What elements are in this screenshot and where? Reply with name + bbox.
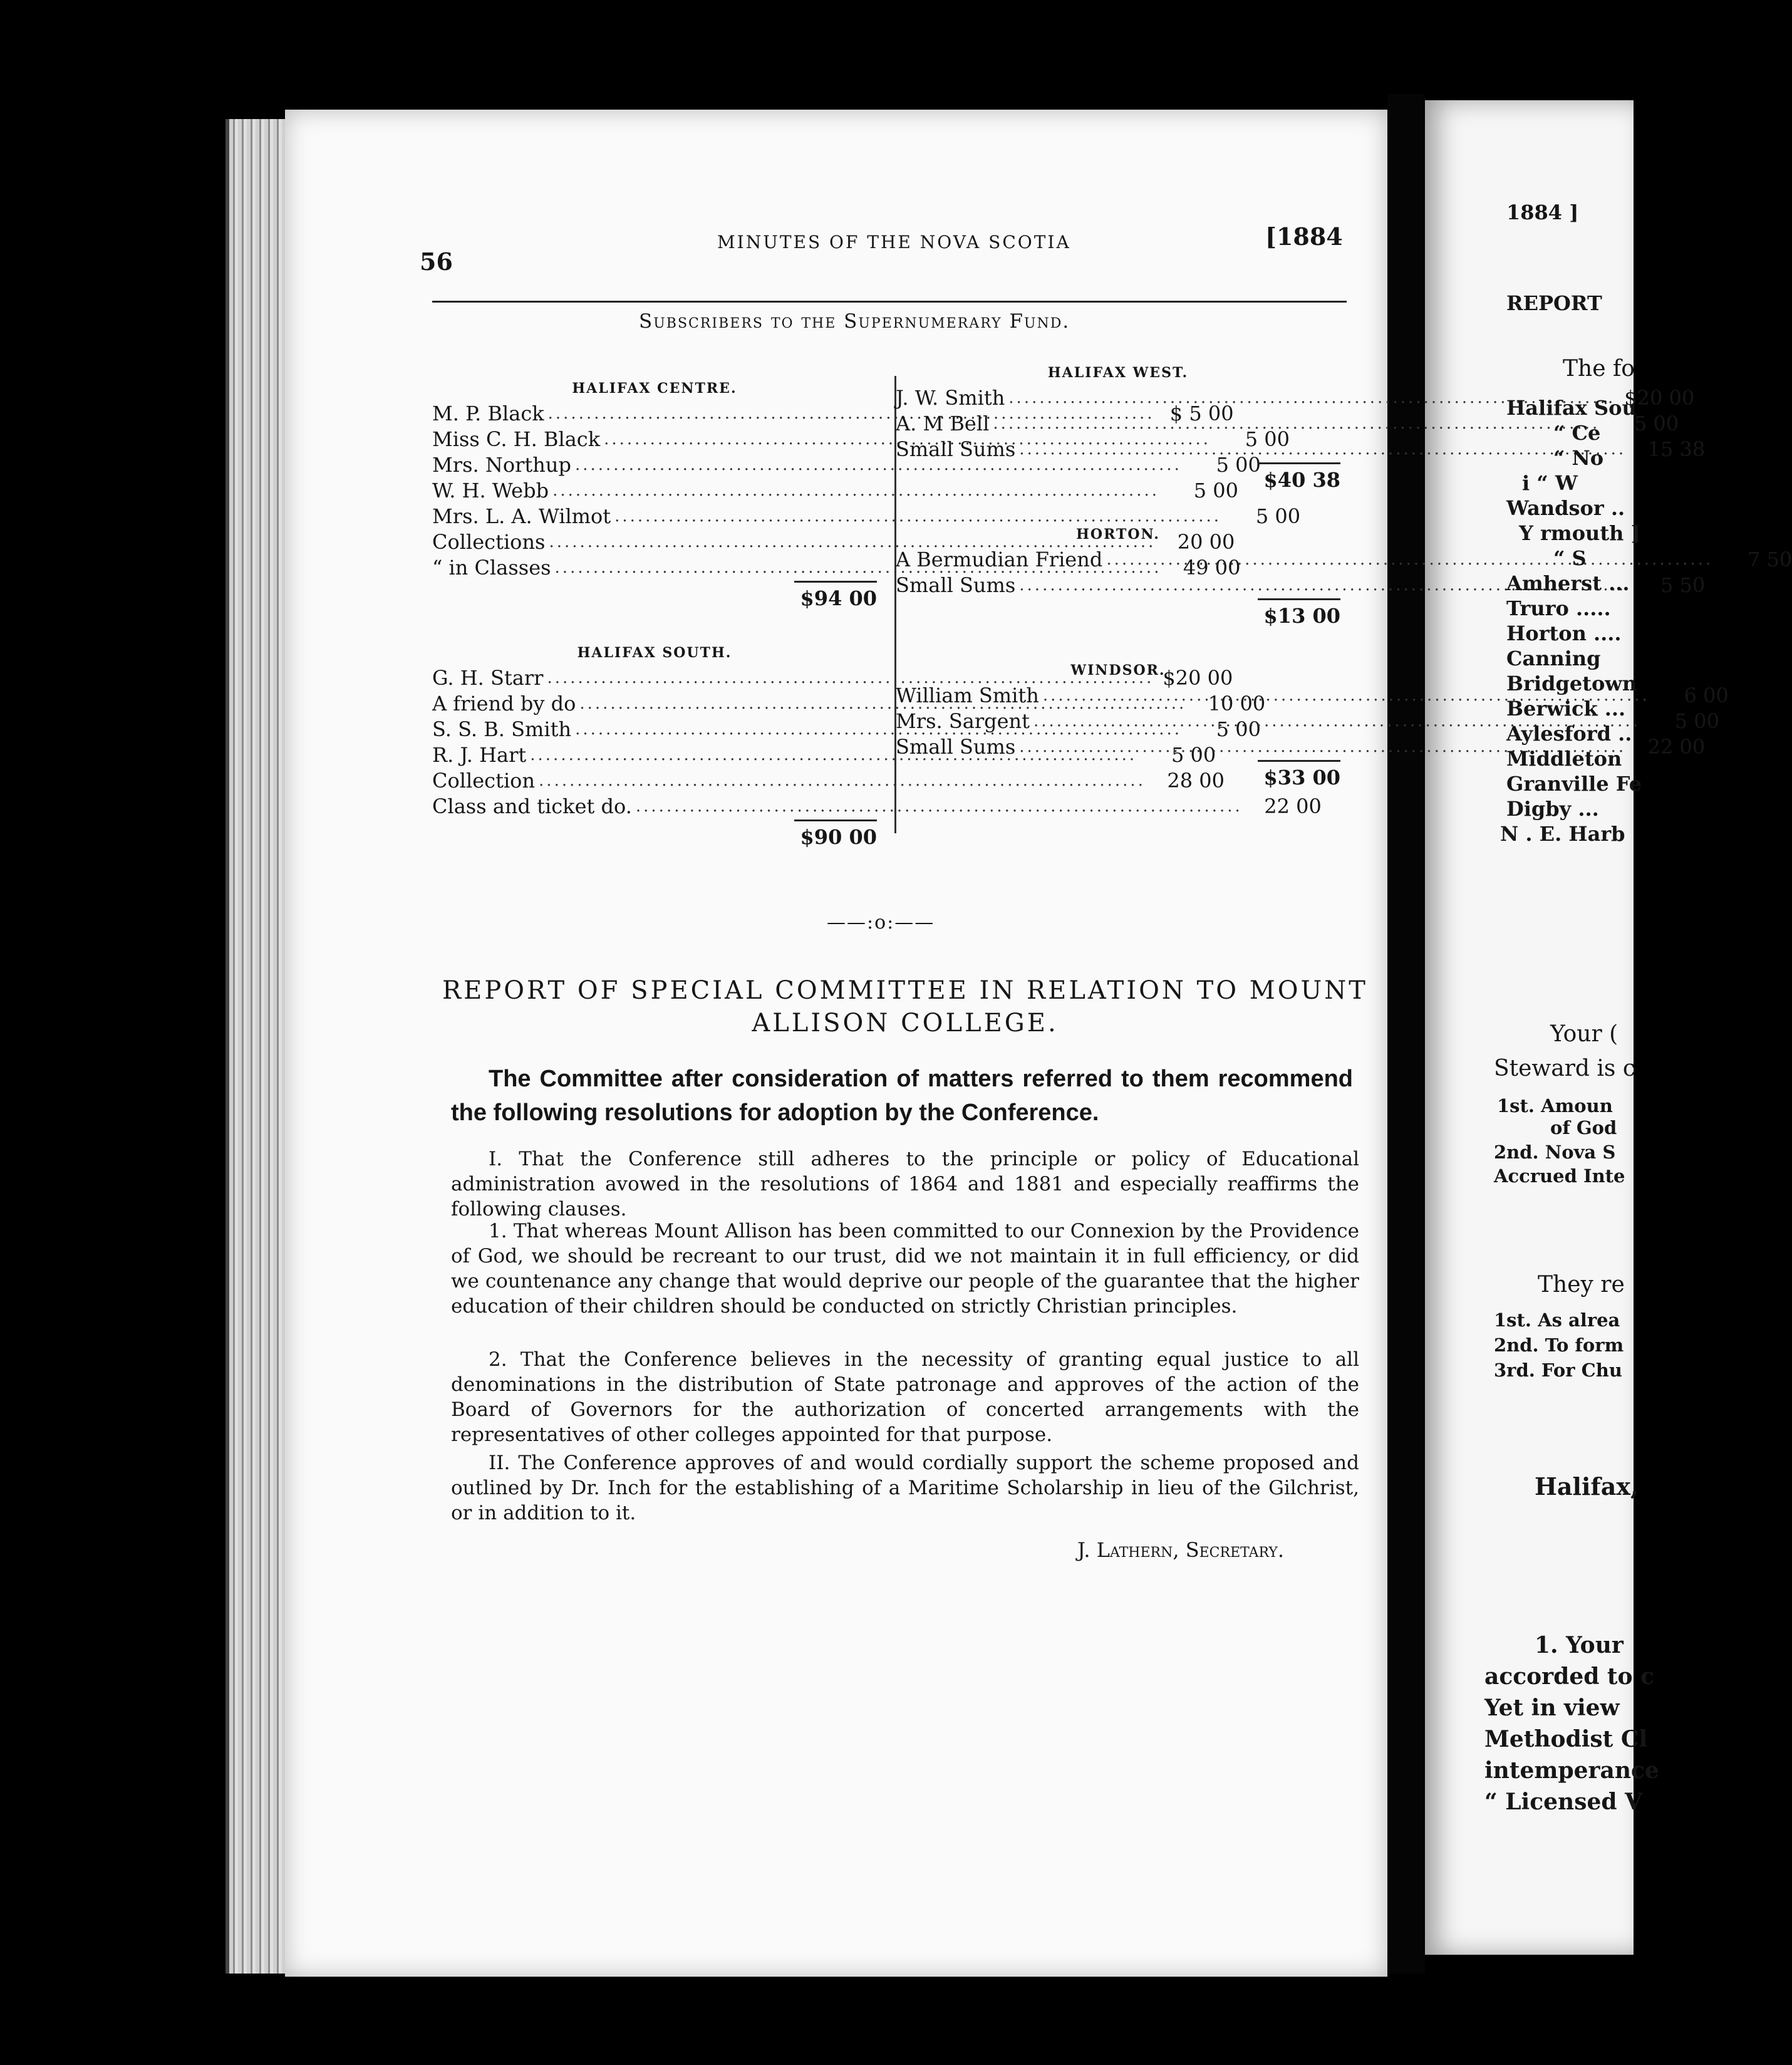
group-heading: HALIFAX WEST.: [1047, 365, 1189, 381]
subscriber-amount: 5 50: [1660, 573, 1706, 597]
running-year: [1884: [1265, 222, 1343, 251]
report-title-line-1: REPORT OF SPECIAL COMMITTEE IN RELATION TO MOUNT: [442, 976, 1368, 1005]
list-item: “ No: [1553, 446, 1604, 470]
report-title: [438, 974, 1372, 1039]
subscriber-name: Small Sums: [896, 573, 1016, 597]
subscriber-amount: 7 50: [1748, 548, 1792, 571]
group-total-value: $13 00: [1258, 598, 1340, 633]
right-page-text: The fo: [1563, 356, 1635, 382]
subscriber-amount: 20 00: [1177, 530, 1235, 554]
leader-dots: [632, 794, 1246, 819]
subscriber-amount: $20 00: [1163, 666, 1233, 690]
group-heading: HALIFAX SOUTH.: [577, 645, 732, 661]
list-item: Wandsor ..: [1506, 496, 1625, 520]
list-item: Aylesford ..: [1506, 722, 1632, 746]
list-item: “ Ce: [1553, 421, 1601, 445]
subscriber-name: “ in Classes: [432, 556, 551, 580]
subscriber-name: Mrs. L. A. Wilmot: [432, 504, 611, 528]
subscriber-name: R. J. Hart: [432, 743, 527, 767]
list-item: N . E. Harb: [1500, 822, 1625, 846]
leader-dots: [1015, 437, 1630, 462]
group-total-value: $40 38: [1258, 462, 1340, 497]
list-item: Truro .....: [1506, 596, 1611, 620]
list-item: Granville Fe: [1506, 772, 1642, 796]
running-title: MINUTES OF THE NOVA SCOTIA: [717, 232, 1071, 252]
subscriber-name: A Bermudian Friend: [896, 548, 1103, 571]
subscriber-amount: 15 38: [1647, 437, 1706, 461]
subscribers-title: Subscribers to the Supernumerary Fund.: [639, 310, 1070, 333]
list-item: Halifax Sou: [1506, 396, 1637, 420]
right-page-text: Methodist Cl: [1484, 1726, 1648, 1752]
subscriber-name: J. W. Smith: [896, 386, 1005, 410]
subscriber-name: William Smith: [896, 684, 1039, 707]
subscriber-name: Mrs. Sargent: [896, 709, 1030, 733]
list-item: Berwick ...: [1506, 697, 1626, 720]
list-item: Amherst ...: [1506, 571, 1630, 595]
subscriber-amount: 28 00: [1167, 769, 1225, 793]
subscriber-name: S. S. B. Smith: [432, 717, 572, 741]
report-intro: The Committee after consideration of matters referred to them recommend the following resolutions for adoption by the Conference.: [451, 1066, 1353, 1126]
subscriber-row: [432, 452, 1261, 478]
right-page-text: Your (: [1550, 1021, 1618, 1047]
group-total-value: $33 00: [1258, 760, 1340, 794]
right-page-text: Steward is c: [1494, 1056, 1636, 1081]
group-total: [896, 760, 1340, 794]
subscriber-name: Miss C. H. Black: [432, 427, 601, 451]
right-page-text: 1. Your: [1535, 1632, 1624, 1658]
right-page-item: 1st. Amoun: [1497, 1095, 1613, 1116]
subscriber-amount: 5 00: [1245, 427, 1290, 451]
group-total-value: $94 00: [794, 581, 877, 615]
subscriber-row: [896, 547, 1792, 573]
right-page-item: Accrued Inte: [1494, 1165, 1625, 1187]
subscriber-name: Collection: [432, 769, 536, 793]
subscriber-name: W. H. Webb: [432, 479, 549, 502]
subscriber-amount: 22 00: [1264, 794, 1322, 818]
subscriber-amount: 22 00: [1647, 735, 1706, 759]
right-page-item: 3rd. For Chu: [1494, 1360, 1622, 1381]
resolution-1: I. That the Conference still adheres to the principle or policy of Educational administration avowed in the resolutions of 1864 and 1881 and especially reaffirms the following clauses.: [451, 1148, 1359, 1220]
book-gutter: [1387, 94, 1425, 1974]
subscriber-amount: 10 00: [1208, 692, 1266, 715]
subscriber-name: Small Sums: [896, 437, 1016, 461]
spacer: [896, 497, 1340, 522]
group-total: [432, 581, 877, 615]
subscriber-amount: 5 00: [1216, 717, 1261, 741]
list-item: Middleton: [1506, 747, 1622, 771]
running-head: [420, 222, 1353, 276]
spacer: [896, 633, 1340, 658]
subscriber-row: [432, 504, 1301, 529]
subscriber-name: Small Sums: [896, 735, 1016, 759]
group-heading: WINDSOR.: [1070, 662, 1166, 679]
subscriber-name: Mrs. Northup: [432, 453, 571, 477]
subscriber-name: Collections: [432, 530, 546, 554]
signature: J. Lathern, Secretary.: [1077, 1538, 1285, 1562]
subscriber-name: A. M Bell: [896, 412, 990, 435]
right-page-item: 1st. As alrea: [1494, 1309, 1620, 1331]
right-page-item: of God: [1550, 1117, 1617, 1138]
right-page-item: 2nd. Nova S: [1494, 1142, 1616, 1163]
report-title-line-2: ALLISON COLLEGE.: [752, 1009, 1059, 1038]
list-item: i “ W: [1522, 471, 1578, 495]
right-page-text: Yet in view: [1484, 1695, 1620, 1721]
subscriber-amount: $ 5 00: [1169, 402, 1234, 425]
subscriber-amount: $20 00: [1624, 386, 1695, 410]
right-page-text: Halifax,: [1535, 1472, 1639, 1501]
right-page-heading: REPORT: [1506, 291, 1602, 315]
subscriber-amount: 5 00: [1171, 743, 1216, 767]
clause-1: 1. That whereas Mount Allison has been committed to our Connexion by the Providence of God, we should be recreant to our trust, did we not maintain it in full efficiency, or did we countenance any change that would deprive our people of the guarantee that the higher education of their children should be conducted on strictly Christian principles.: [451, 1220, 1359, 1318]
right-page-text: intemperance: [1484, 1757, 1659, 1784]
list-item: Digby ...: [1506, 797, 1599, 821]
subscriber-name: Class and ticket do.: [432, 794, 632, 818]
group-total: [432, 819, 877, 854]
spacer: [432, 615, 877, 640]
group-total-value: $90 00: [794, 819, 877, 854]
subscriber-row: [432, 768, 1225, 794]
header-rule: [432, 301, 1347, 303]
list-item: Y rmouth ]: [1519, 521, 1640, 545]
section-divider: ——:o:——: [827, 912, 935, 934]
right-page-year: 1884 ]: [1506, 200, 1579, 224]
subscriber-name: A friend by do: [432, 692, 576, 715]
group-total: [896, 598, 1340, 633]
right-page-text: accorded to c: [1484, 1663, 1655, 1690]
list-item: Canning: [1506, 647, 1601, 670]
subscriber-amount: 5 00: [1216, 453, 1261, 477]
subscriber-amount: 5 00: [1674, 709, 1719, 733]
list-item: Horton ....: [1506, 622, 1622, 645]
leader-dots: [1102, 547, 1717, 573]
subscriber-name: M. P. Black: [432, 402, 544, 425]
clause-2: 2. That the Conference believes in the necessity of granting equal justice to all denominations in the distribution of State patronage and approves of the action of the Board of Governors for the authorization of concerted arrangements with the representatives of other colleges appointed for that purpose.: [451, 1348, 1359, 1446]
right-page-item: 2nd. To form: [1494, 1334, 1624, 1356]
list-item: Bridgetown: [1506, 672, 1637, 695]
right-page-text: They re: [1538, 1272, 1625, 1298]
subscriber-amount: 5 00: [1255, 504, 1301, 528]
group-total: [896, 462, 1340, 497]
resolution-2: II. The Conference approves of and would cordially support the scheme proposed and outlined by Dr. Inch for the establishing of a Maritime Scholarship in lieu of the Gilchrist, or in addition to it.: [451, 1452, 1359, 1524]
group-heading: HALIFAX CENTRE.: [572, 380, 737, 397]
subscriber-amount: 5 00: [1193, 479, 1238, 502]
subscriber-name: G. H. Starr: [432, 666, 544, 690]
page-number: 56: [420, 247, 453, 276]
subscriber-amount: 5 00: [1634, 412, 1679, 435]
list-item: “ S: [1553, 546, 1587, 570]
right-page-text: “ Licensed V: [1484, 1789, 1643, 1815]
subscriber-amount: 49 00: [1183, 556, 1241, 580]
subscriber-row: [432, 478, 1238, 504]
subscriber-amount: 6 00: [1684, 684, 1729, 707]
subscriber-row: [432, 794, 1322, 819]
group-heading: HORTON.: [1076, 526, 1160, 543]
